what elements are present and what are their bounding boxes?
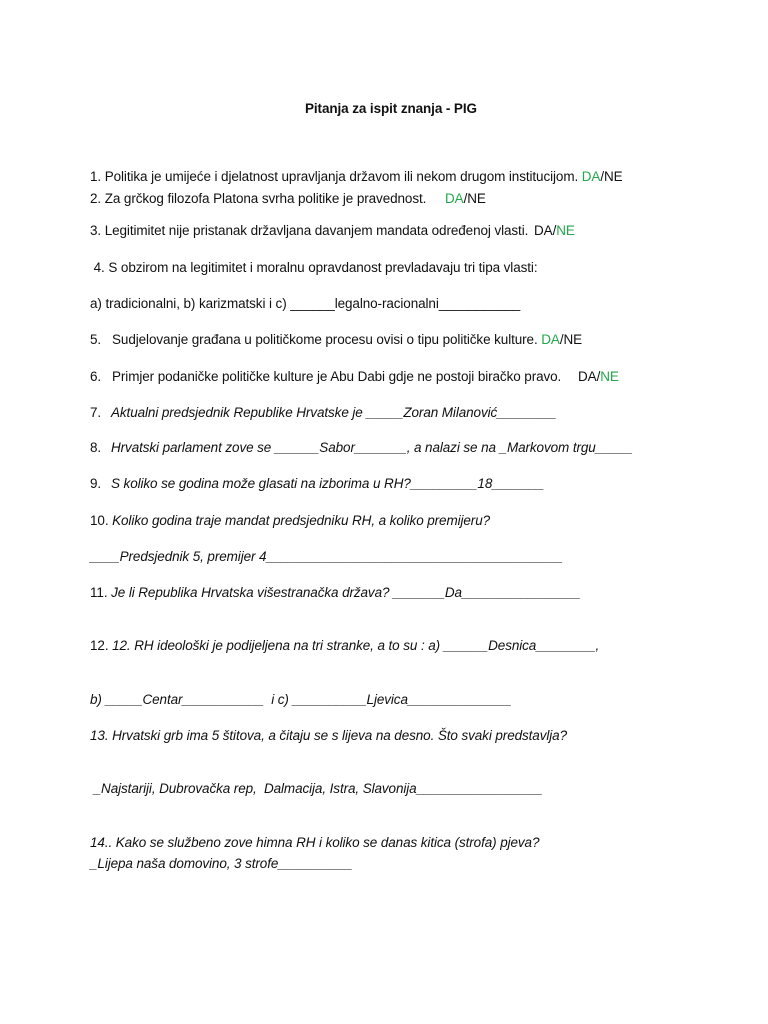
- answer-da: DA: [541, 332, 560, 347]
- question-1-text: 1. Politika je umijeće i djelatnost upravljanja državom ili nekom drugom institucijom.: [90, 169, 582, 184]
- question-1: [90, 168, 623, 186]
- answer-ne: NE: [604, 169, 623, 184]
- question-14: 14.. Kako se službeno zove himna RH i koliko se danas kitica (strofa) pjeva?: [90, 835, 540, 850]
- question-7-number: 7.: [90, 405, 102, 420]
- question-11-number: 11.: [90, 585, 108, 600]
- question-12: [90, 637, 599, 655]
- answer-ne: NE: [556, 223, 575, 238]
- answer-ne: NE: [600, 369, 619, 384]
- question-14-answer: _Lijepa naša domovino, 3 strofe__________: [90, 856, 353, 871]
- question-6-text: 6. Primjer podaničke političke kulture je Abu Dabi gdje ne postoji biračko pravo.: [90, 369, 562, 384]
- answer-separator: /: [596, 369, 601, 384]
- question-10-answer: ____Predsjednik 5, premijer 4________________________________________: [90, 549, 563, 564]
- question-2-answer: [445, 190, 486, 208]
- answer-separator: /: [559, 332, 564, 347]
- question-3: [90, 222, 528, 240]
- question-12-text: 12. RH ideološki je podijeljena na tri stranke, a to su : a) ______Desnica________,: [108, 638, 600, 653]
- question-4: 4. S obzirom na legitimitet i moralnu opravdanost prevladavaju tri tipa vlasti:: [90, 260, 538, 275]
- question-13: 13. Hrvatski grb ima 5 štitova, a čitaju se s lijeva na desno. Što svaki predstavlja?: [90, 728, 567, 743]
- answer-separator: /: [463, 191, 468, 206]
- question-6-answer: [578, 368, 619, 386]
- question-6: [90, 368, 561, 386]
- answer-da: DA: [581, 169, 601, 184]
- answer-ne: NE: [563, 332, 583, 347]
- question-10-number: 10.: [90, 513, 109, 528]
- question-4-answer: a) tradicionalni, b) karizmatski i c) ______legalno-racionalni___________: [90, 296, 521, 311]
- question-11-text: Je li Republika Hrvatska višestranačka država? _______Da________________: [107, 585, 581, 600]
- question-7: Aktualni predsjednik Republike Hrvatske je _____Zoran Milanović________: [111, 405, 557, 420]
- question-3-answer: [534, 222, 575, 240]
- question-10-text: Koliko godina traje mandat predsjedniku RH, a koliko premijeru?: [108, 513, 491, 528]
- question-11: [90, 584, 581, 602]
- question-5: [90, 331, 582, 349]
- answer-separator: /: [600, 169, 604, 184]
- question-2: [90, 190, 426, 208]
- question-9-number: 9.: [90, 476, 102, 491]
- answer-ne: NE: [467, 191, 486, 206]
- question-5-text: 5. Sudjelovanje građana u političkome procesu ovisi o tipu političke kulture.: [90, 332, 542, 347]
- question-8: Hrvatski parlament zove se ______Sabor_______, a nalazi se na _Markovom trgu_____: [111, 440, 633, 455]
- question-9: S koliko se godina može glasati na izborima u RH?_________18_______: [111, 476, 545, 491]
- question-12-answer: b) _____Centar___________ i c) __________Ljevica______________: [90, 692, 512, 707]
- question-12-number: 12.: [90, 638, 109, 653]
- question-10: [90, 512, 490, 530]
- answer-da: DA: [445, 191, 464, 206]
- answer-separator: /: [552, 223, 557, 238]
- answer-da: DA: [534, 223, 553, 238]
- question-3-text: 3. Legitimitet nije pristanak državljana davanjem mandata određenoj vlasti.: [90, 223, 529, 238]
- question-13-answer: _Najstariji, Dubrovačka rep, Dalmacija, Istra, Slavonija_________________: [90, 781, 543, 796]
- answer-da: DA: [578, 369, 597, 384]
- question-2-text: 2. Za grčkog filozofa Platona svrha politike je pravednost.: [90, 191, 427, 206]
- page-title: Pitanja za ispit znanja - PIG: [305, 101, 477, 116]
- question-8-number: 8.: [90, 440, 102, 455]
